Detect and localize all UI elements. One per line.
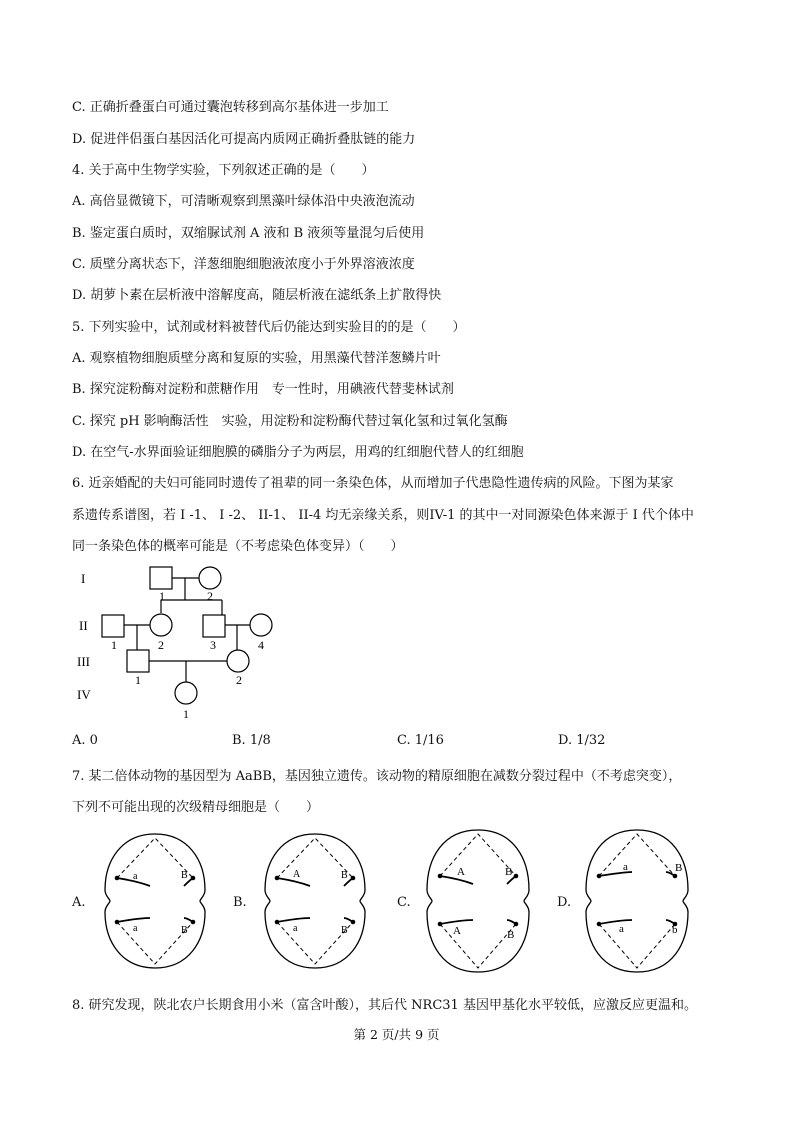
question-5: 5. 下列实验中，试剂或材料被替代后仍能达到实验目的的是（ ）	[72, 320, 466, 335]
cell-c-top-left: A	[457, 866, 465, 878]
cell-a-top-left: a	[133, 871, 138, 882]
cell-diagram-c	[423, 826, 533, 976]
pedigree-i2-female	[199, 567, 221, 589]
pedigree-i1-male	[150, 567, 172, 589]
cell-b-bottom-left: a	[293, 923, 298, 934]
question-6-line-3: 同一条染色体的概率可能是（不考虑染色体变异）（ ）	[72, 539, 404, 554]
cell-a-bottom-right: B	[181, 925, 188, 936]
q6-option-a: A. 0	[72, 733, 98, 748]
q6-option-b: B. 1/8	[232, 733, 271, 748]
cell-d-top-right: B	[675, 862, 683, 874]
cell-b-top-left: A	[293, 869, 301, 880]
cell-d-bottom-left: a	[619, 923, 624, 935]
q5-option-b: B. 探究淀粉酶对淀粉和蔗糖作用 专一性时，用碘液代替斐林试剂	[72, 382, 454, 397]
page-footer: 第 2 页/共 9 页	[353, 1027, 440, 1042]
question-7-line-1: 7. 某二倍体动物的基因型为 AaBB，基因独立遗传。该动物的精原细胞在减数分裂过程中（不考虑突变），	[72, 769, 682, 784]
pedigree-iii2-female	[227, 650, 249, 672]
gen-label-i: I	[81, 571, 86, 586]
gen-label-ii: II	[79, 618, 88, 633]
q4-option-d: D. 胡萝卜素在层析液中溶解度高，随层析液在滤纸条上扩散得快	[72, 288, 442, 303]
q5-option-a: A. 观察植物细胞质壁分离和复原的实验，用黑藻代替洋葱鳞片叶	[72, 351, 441, 366]
cell-a-top-right: B	[181, 870, 188, 881]
label-iii1: 1	[135, 673, 141, 687]
q4-option-b: B. 鉴定蛋白质时，双缩脲试剂 A 液和 B 液须等量混匀后使用	[72, 226, 425, 241]
cell-option-d-label: D.	[557, 895, 572, 910]
q3-option-c: C. 正确折叠蛋白可通过囊泡转移到高尔基体进一步加工	[72, 100, 389, 115]
cell-diagram-a	[100, 830, 210, 972]
gen-label-iii: III	[77, 654, 90, 669]
label-ii2: 2	[158, 638, 164, 652]
cell-option-b-label: B.	[233, 895, 247, 910]
q4-option-a: A. 高倍显微镜下，可清晰观察到黑藻叶绿体沿中央液泡流动	[72, 194, 415, 209]
pedigree-ii2-female	[150, 614, 172, 636]
cell-d-bottom-right: b	[672, 924, 678, 936]
cell-c-top-right: B	[505, 866, 513, 878]
q5-option-c: C. 探究 pH 影响酶活性 实验，用淀粉和淀粉酶代替过氧化氢和过氧化氢酶	[72, 414, 508, 429]
cell-option-c-label: C.	[397, 895, 411, 910]
gen-label-iv: IV	[77, 687, 91, 702]
cell-diagram-b	[260, 830, 370, 972]
cell-d-top-left: a	[623, 861, 628, 873]
label-ii4: 4	[258, 638, 264, 652]
question-7-line-2: 下列不可能出现的次级精母细胞是（ ）	[72, 800, 320, 815]
q6-option-d: D. 1/32	[558, 733, 606, 748]
cell-option-a-label: A.	[72, 895, 86, 910]
label-iv1: 1	[183, 707, 189, 721]
question-6-line-1: 6. 近亲婚配的夫妇可能同时遗传了祖辈的同一条染色体，从而增加子代患隐性遗传病的风险。下图为某家	[72, 476, 674, 491]
q6-option-c: C. 1/16	[397, 733, 444, 748]
pedigree-ii1-male	[102, 615, 124, 637]
pedigree-iv1-female	[175, 682, 197, 704]
q4-option-c: C. 质壁分离状态下，洋葱细胞细胞液浓度小于外界溶液浓度	[72, 257, 415, 272]
cell-a-bottom-left: a	[133, 923, 138, 934]
label-iii2: 2	[236, 673, 242, 687]
label-i1: 1	[159, 589, 165, 603]
question-6-line-2: 系遗传系谱图，若 I -1、 I -2、 II-1、 II-4 均无亲缘关系，则IV-1 的其中一对同源染色体来源于 I 代个体中	[72, 508, 694, 523]
cell-b-top-right: B	[341, 870, 348, 881]
label-ii3: 3	[210, 638, 216, 652]
cell-diagram-d	[582, 826, 692, 976]
pedigree-iii1-male	[127, 650, 149, 672]
label-ii1: 1	[111, 638, 117, 652]
pedigree-ii3-male	[203, 615, 225, 637]
cell-c-bottom-left: A	[453, 925, 461, 937]
label-i2: 2	[207, 589, 213, 603]
q3-option-d: D. 促进伴侣蛋白基因活化可提高内质网正确折叠肽链的能力	[72, 132, 416, 147]
cell-b-bottom-right: B	[341, 925, 348, 936]
question-8: 8. 研究发现，陕北农户长期食用小米（富含叶酸），其后代 NRC31 基因甲基化水平较低，应激反应更温和。	[72, 998, 697, 1013]
cell-c-bottom-right: B	[507, 929, 515, 941]
question-4: 4. 关于高中生物学实验，下列叙述正确的是（ ）	[72, 163, 375, 178]
pedigree-diagram	[70, 560, 300, 725]
q5-option-d: D. 在空气-水界面验证细胞膜的磷脂分子为两层，用鸡的红细胞代替人的红细胞	[72, 445, 524, 460]
pedigree-ii4-female	[250, 614, 272, 636]
